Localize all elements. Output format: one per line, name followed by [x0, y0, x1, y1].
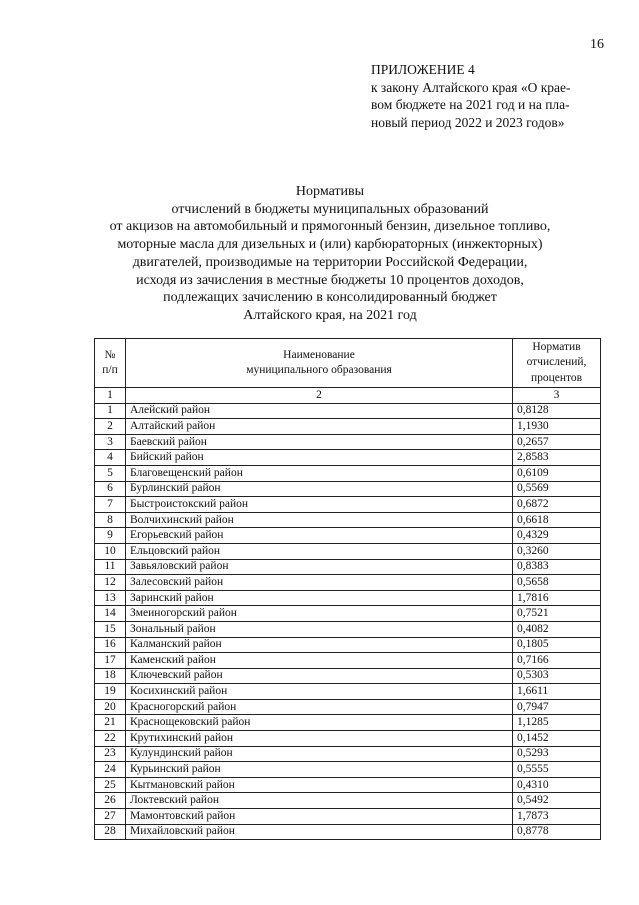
norm-value-cell: 0,7521	[513, 606, 601, 622]
table-row	[95, 497, 601, 513]
row-number-cell: 9	[95, 528, 126, 544]
municipality-name-cell: Баевский район	[126, 434, 513, 450]
table-row	[95, 465, 601, 481]
municipality-name-cell: Быстроистокский район	[126, 497, 513, 513]
municipality-name-cell: Заринский район	[126, 590, 513, 606]
row-number-cell: 14	[95, 606, 126, 622]
table-row	[95, 450, 601, 466]
norm-value-cell: 0,1452	[513, 731, 601, 747]
municipality-name-cell: Алейский район	[126, 403, 513, 419]
header-municipality: Наименование муниципального образования	[126, 339, 513, 388]
row-number-cell: 19	[95, 684, 126, 700]
column-number: 3	[513, 388, 601, 404]
table-row	[95, 793, 601, 809]
table-row	[95, 715, 601, 731]
appendix-block	[371, 61, 611, 131]
page-number: 16	[590, 37, 604, 52]
table-row	[95, 684, 601, 700]
row-number-cell: 28	[95, 824, 126, 840]
norms-table	[94, 338, 601, 840]
norm-value-cell: 0,6618	[513, 512, 601, 528]
municipality-name-cell: Каменский район	[126, 653, 513, 669]
municipality-name-cell: Красногорский район	[126, 699, 513, 715]
row-number-cell: 15	[95, 621, 126, 637]
norm-value-cell: 2,8583	[513, 450, 601, 466]
table-row	[95, 824, 601, 840]
row-number-cell: 27	[95, 809, 126, 825]
municipality-name-cell: Волчихинский район	[126, 512, 513, 528]
table-row	[95, 528, 601, 544]
table-row	[95, 637, 601, 653]
document-heading	[60, 183, 600, 325]
row-number-cell: 23	[95, 746, 126, 762]
norm-value-cell: 0,8128	[513, 403, 601, 419]
row-number-cell: 11	[95, 559, 126, 575]
table-row	[95, 512, 601, 528]
header-norm: Норматив отчислений, процентов	[513, 339, 601, 388]
municipality-name-cell: Залесовский район	[126, 575, 513, 591]
appendix-line: новый период 2022 и 2023 годов»	[371, 114, 565, 130]
row-number-cell: 21	[95, 715, 126, 731]
table-row	[95, 653, 601, 669]
norm-value-cell: 0,2657	[513, 434, 601, 450]
column-number: 1	[95, 388, 126, 404]
row-number-cell: 16	[95, 637, 126, 653]
appendix-title: ПРИЛОЖЕНИЕ 4	[371, 62, 475, 77]
norm-value-cell: 0,5658	[513, 575, 601, 591]
norm-value-cell: 0,5569	[513, 481, 601, 497]
municipality-name-cell: Благовещенский район	[126, 465, 513, 481]
table-row	[95, 481, 601, 497]
norm-value-cell: 0,6872	[513, 497, 601, 513]
row-number-cell: 8	[95, 512, 126, 528]
norm-value-cell: 0,8778	[513, 824, 601, 840]
municipality-name-cell: Алтайский район	[126, 419, 513, 435]
row-number-cell: 6	[95, 481, 126, 497]
column-number-row	[95, 388, 601, 404]
norm-value-cell: 0,3260	[513, 543, 601, 559]
table-row	[95, 621, 601, 637]
table-row	[95, 543, 601, 559]
norm-value-cell: 0,7166	[513, 653, 601, 669]
municipality-name-cell: Кытмановский район	[126, 777, 513, 793]
norm-value-cell: 0,5492	[513, 793, 601, 809]
municipality-name-cell: Змеиногорский район	[126, 606, 513, 622]
norm-value-cell: 0,6109	[513, 465, 601, 481]
table-row	[95, 809, 601, 825]
heading-line: от акцизов на автомобильный и прямогонный бензин, дизельное топливо,	[109, 219, 551, 235]
table-row	[95, 731, 601, 747]
norm-value-cell: 0,4082	[513, 621, 601, 637]
municipality-name-cell: Локтевский район	[126, 793, 513, 809]
municipality-name-cell: Бийский район	[126, 450, 513, 466]
row-number-cell: 3	[95, 434, 126, 450]
norm-value-cell: 0,5555	[513, 762, 601, 778]
norm-value-cell: 1,1930	[513, 419, 601, 435]
municipality-name-cell: Калманский район	[126, 637, 513, 653]
table-row	[95, 403, 601, 419]
municipality-name-cell: Бурлинский район	[126, 481, 513, 497]
municipality-name-cell: Косихинский район	[126, 684, 513, 700]
table-row	[95, 668, 601, 684]
municipality-name-cell: Мамонтовский район	[126, 809, 513, 825]
municipality-name-cell: Егорьевский район	[126, 528, 513, 544]
table-row	[95, 575, 601, 591]
row-number-cell: 25	[95, 777, 126, 793]
norm-value-cell: 0,8383	[513, 559, 601, 575]
norm-value-cell: 1,1285	[513, 715, 601, 731]
table-row	[95, 559, 601, 575]
norm-value-cell: 0,4310	[513, 777, 601, 793]
municipality-name-cell: Курьинский район	[126, 762, 513, 778]
norm-value-cell: 0,5293	[513, 746, 601, 762]
row-number-cell: 18	[95, 668, 126, 684]
norm-value-cell: 0,4329	[513, 528, 601, 544]
heading-line: отчислений в бюджеты муниципальных образований	[171, 201, 489, 217]
row-number-cell: 26	[95, 793, 126, 809]
row-number-cell: 13	[95, 590, 126, 606]
row-number-cell: 12	[95, 575, 126, 591]
row-number-cell: 10	[95, 543, 126, 559]
municipality-name-cell: Ключевский район	[126, 668, 513, 684]
table-row	[95, 434, 601, 450]
municipality-name-cell: Ельцовский район	[126, 543, 513, 559]
heading-line: Алтайского края, на 2021 год	[243, 307, 417, 323]
row-number-cell: 24	[95, 762, 126, 778]
norm-value-cell: 1,7873	[513, 809, 601, 825]
heading-line: моторные масла для дизельных и (или) карбюраторных (инжекторных)	[117, 237, 543, 253]
heading-line: двигателей, производимые на территории Российской Федерации,	[132, 254, 528, 270]
norm-value-cell: 1,7816	[513, 590, 601, 606]
municipality-name-cell: Крутихинский район	[126, 731, 513, 747]
column-number: 2	[126, 388, 513, 404]
table-row	[95, 590, 601, 606]
row-number-cell: 22	[95, 731, 126, 747]
table-row	[95, 606, 601, 622]
heading-line: исходя из зачисления в местные бюджеты 10 процентов доходов,	[136, 272, 524, 288]
row-number-cell: 17	[95, 653, 126, 669]
norm-value-cell: 0,1805	[513, 637, 601, 653]
municipality-name-cell: Кулундинский район	[126, 746, 513, 762]
norm-value-cell: 1,6611	[513, 684, 601, 700]
municipality-name-cell: Зональный район	[126, 621, 513, 637]
row-number-cell: 2	[95, 419, 126, 435]
row-number-cell: 4	[95, 450, 126, 466]
table-row	[95, 746, 601, 762]
municipality-name-cell: Краснощековский район	[126, 715, 513, 731]
appendix-line: вом бюджете на 2021 год и на пла-	[371, 97, 570, 112]
table-row	[95, 777, 601, 793]
municipality-name-cell: Михайловский район	[126, 824, 513, 840]
table-row	[95, 699, 601, 715]
norm-value-cell: 0,7947	[513, 699, 601, 715]
heading-title: Нормативы	[295, 184, 365, 199]
row-number-cell: 1	[95, 403, 126, 419]
heading-line: подлежащих зачислению в консолидированный бюджет	[163, 290, 497, 306]
row-number-cell: 20	[95, 699, 126, 715]
row-number-cell: 5	[95, 465, 126, 481]
table-header-row	[95, 339, 601, 388]
header-number: № п/п	[95, 339, 126, 388]
table-row	[95, 762, 601, 778]
norm-value-cell: 0,5303	[513, 668, 601, 684]
appendix-line: к закону Алтайского края «О крае-	[371, 79, 571, 95]
row-number-cell: 7	[95, 497, 126, 513]
table-row	[95, 419, 601, 435]
municipality-name-cell: Завьяловский район	[126, 559, 513, 575]
